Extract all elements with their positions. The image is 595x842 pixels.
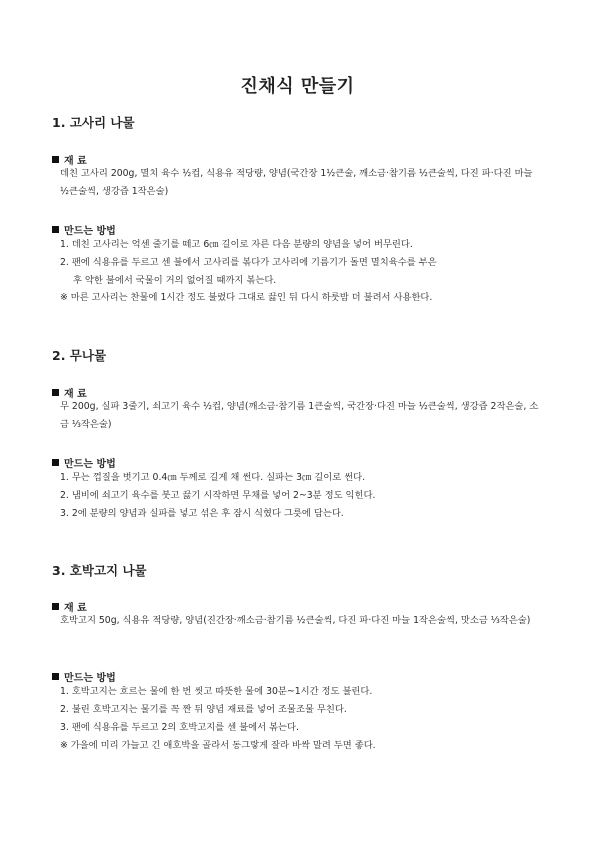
ingredients-label: 재 료 xyxy=(64,156,87,167)
ingredients-label: 재 료 xyxy=(64,603,87,614)
step-line: 2. 냄비에 쇠고기 육수를 붓고 끓기 시작하면 무채를 넣어 2~3분 정도 익힌다. xyxy=(60,490,376,501)
square-bullet-icon xyxy=(52,673,59,680)
square-bullet-icon xyxy=(52,603,59,610)
method-label: 만드는 방법 xyxy=(64,459,116,470)
step-line: 1. 데친 고사리는 억센 줄기를 떼고 6㎝ 길이로 자른 다음 분량의 양념을 넣어 버무린다. xyxy=(60,239,413,250)
step-line: 3. 팬에 식용유를 두르고 2의 호박고지를 센 불에서 볶는다. xyxy=(60,722,299,733)
step-line: 1. 무는 껍질을 벗기고 0.4㎝ 두께로 길게 채 썬다. 실파는 3㎝ 길이로 썬다. xyxy=(60,472,366,483)
square-bullet-icon xyxy=(52,156,59,163)
square-bullet-icon xyxy=(52,226,59,233)
step-line: 1. 호박고지는 흐르는 물에 한 번 씻고 따뜻한 물에 30분~1시간 정도 불린다. xyxy=(60,686,373,697)
square-bullet-icon xyxy=(52,389,59,396)
step-line: 3. 2에 분량의 양념과 실파를 넣고 섞은 후 잠시 식혔다 그릇에 담는다. xyxy=(60,508,344,519)
note-line: ※ 가을에 미리 가늘고 긴 애호박을 골라서 동그랗게 잘라 바싹 말려 두면 좋다. xyxy=(60,740,376,751)
method-heading-2 xyxy=(52,455,116,470)
method-heading-3 xyxy=(52,669,116,684)
ingredients-text-3: 호박고지 50g, 식용유 적당량, 양념(진간장·깨소금·참기름 ½큰술씩, 다진 파·다진 마늘 1작은술씩, 맛소금 ⅓작은술) xyxy=(60,615,531,626)
section-heading-hobakgoji: 3. 호박고지 나물 xyxy=(52,563,147,578)
method-label: 만드는 방법 xyxy=(64,226,116,237)
ingredients-text-1: 데친 고사리 200g, 멸치 육수 ½컵, 식용유 적당량, 양념(국간장 1½큰술, 깨소금·참기름 ½큰술씩, 다진 파·다진 마늘 ½큰술씩, 생강즙 1작은술) xyxy=(60,168,533,197)
ingredients-label: 재 료 xyxy=(64,389,87,400)
note-line: ※ 마른 고사리는 찬물에 1시간 정도 불렸다 그대로 끓인 뒤 다시 하룻밤 더 불려서 사용한다. xyxy=(60,292,433,303)
section-heading-gosari: 1. 고사리 나물 xyxy=(52,115,135,130)
section-heading-mu: 2. 무나물 xyxy=(52,348,107,363)
square-bullet-icon xyxy=(52,459,59,466)
method-heading-1 xyxy=(52,222,116,237)
method-label: 만드는 방법 xyxy=(64,673,116,684)
page-title: 진채식 만들기 xyxy=(240,76,355,97)
step-line: 2. 불린 호박고지는 물기를 꼭 짠 뒤 양념 재료를 넣어 조물조물 무친다. xyxy=(60,704,347,715)
step-line-continued: 후 약한 불에서 국물이 거의 없어질 때까지 볶는다. xyxy=(73,275,277,286)
ingredients-text-2: 무 200g, 실파 3줄기, 쇠고기 육수 ½컵, 양념(깨소금·참기름 1큰술씩, 국간장·다진 마늘 ½큰술씩, 생강즙 2작은술, 소금 ⅓작은술) xyxy=(60,401,539,430)
step-line: 2. 팬에 식용유를 두르고 센 불에서 고사리를 볶다가 고사리에 기름기가 돌면 멸치육수를 부은 xyxy=(60,257,437,268)
